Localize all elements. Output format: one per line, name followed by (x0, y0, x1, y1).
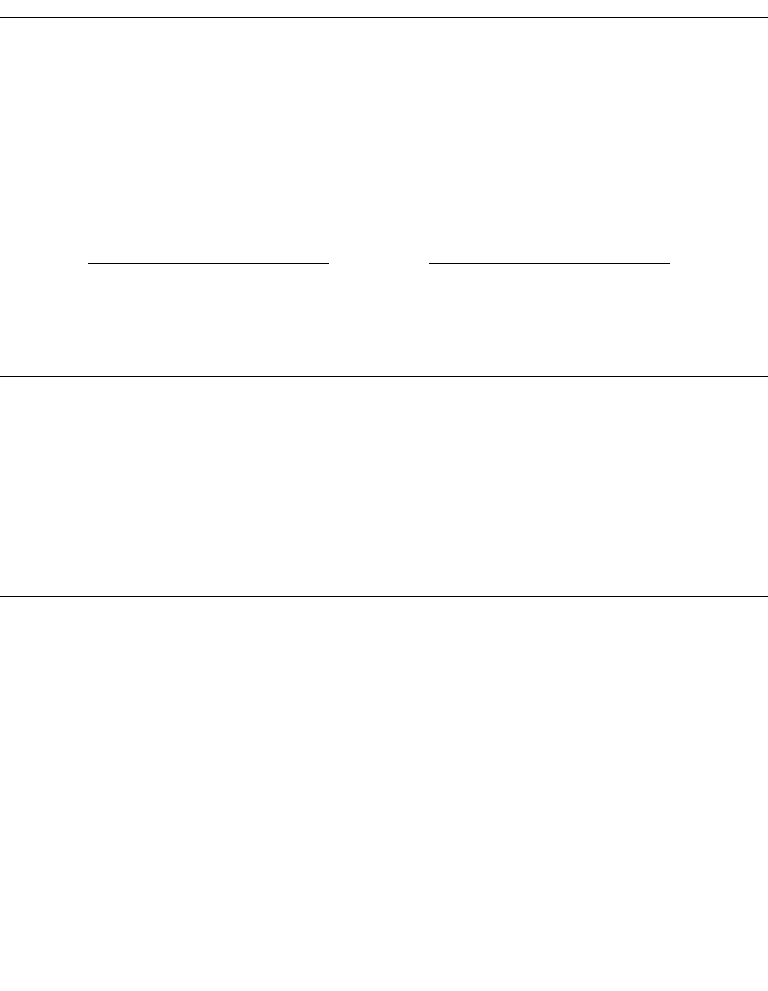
split-divider (0, 376, 768, 377)
rosters-divider (0, 596, 768, 597)
header-divider (0, 17, 768, 18)
series-over-avg-underline (429, 263, 670, 264)
game-over-avg-underline (88, 263, 329, 264)
